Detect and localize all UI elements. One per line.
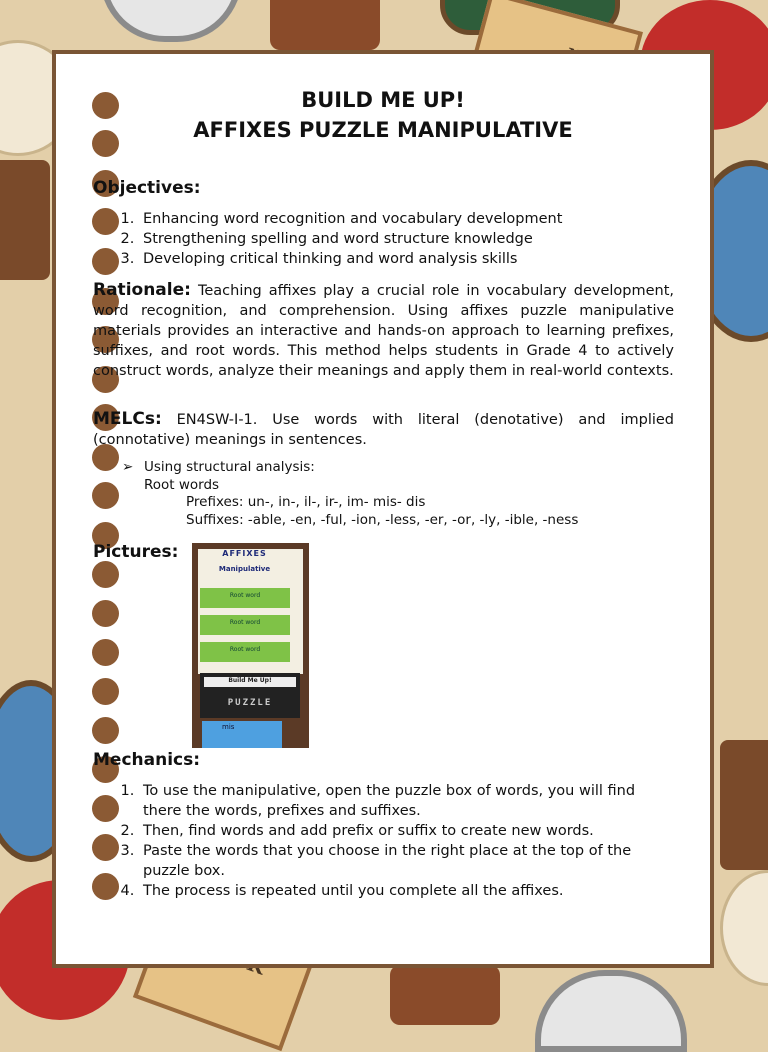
rationale-section xyxy=(93,280,674,381)
page-title: BUILD ME UP! xyxy=(301,88,465,112)
objective-item: 2. Strengthening spelling and word structure knowledge xyxy=(139,229,674,249)
melcs-section xyxy=(93,409,674,450)
photo-subheader: Manipulative xyxy=(218,565,271,573)
puzzle-box-label: Build Me Up! xyxy=(204,677,296,687)
mechanics-item: 1. To use the manipulative, open the puzzle box of words, you will find there the words, prefixes and suffixes. xyxy=(139,781,674,821)
page-subtitle: AFFIXES PUZZLE MANIPULATIVE xyxy=(193,118,573,142)
structural-label: Using structural analysis: xyxy=(144,459,315,475)
structural-analysis xyxy=(122,459,682,529)
suffixes-line: Suffixes: -able, -en, -ful, -ion, -less, -er, -or, -ly, -ible, -ness xyxy=(186,511,579,528)
objective-item: 1. Enhancing word recognition and vocabulary development xyxy=(139,209,674,229)
rationale-text: Teaching affixes play a crucial role in vocabulary development, word recognition, and comprehension. Using affixes puzzle manipulative materials provides an interactive and hands-on approach to learning prefixes, suffixes, and root words. This method helps students in Grade 4 to actively construct words, analyze their meanings and apply them in real-world contexts. xyxy=(93,283,675,379)
prefixes-line: Prefixes: un-, in-, il-, ir-, im- mis- dis xyxy=(186,494,426,510)
pictures-heading: Pictures: xyxy=(93,542,179,562)
photo-strip: Root word xyxy=(200,615,290,635)
pencil-cup-decoration xyxy=(270,0,380,50)
photo-header: AFFIXES xyxy=(222,549,267,558)
melcs-text: EN4SW-I-1. Use words with literal (denotative) and implied (connotative) meanings in sentences. xyxy=(93,412,675,448)
binder-hole xyxy=(92,482,119,509)
binder-hole xyxy=(92,600,119,627)
mechanics-list xyxy=(93,781,674,901)
clock-decoration xyxy=(100,0,242,42)
puzzle-box-text: PUZZLE xyxy=(227,698,273,708)
binder-hole xyxy=(92,639,119,666)
photo-strip: Root word xyxy=(200,588,290,608)
word-cards: mis xyxy=(202,721,282,748)
manipulative-photo xyxy=(192,543,309,748)
binder-hole xyxy=(92,717,119,744)
clock-decoration xyxy=(535,970,687,1052)
melcs-heading: MELCs: xyxy=(93,409,162,429)
objectives-list xyxy=(93,209,674,269)
objective-item: 3. Developing critical thinking and word analysis skills xyxy=(139,249,674,269)
binder-hole xyxy=(92,678,119,705)
mechanics-item: 3. Paste the words that you choose in the right place at the top of the puzzle box. xyxy=(139,841,674,881)
rationale-heading: Rationale: xyxy=(93,280,191,300)
arrowhead-bullet-icon: ➢ xyxy=(122,459,134,475)
photo-strip: Root word xyxy=(200,642,290,662)
mechanics-heading: Mechanics: xyxy=(93,750,201,770)
root-words-label: Root words xyxy=(144,476,220,493)
mechanics-item: 4. The process is repeated until you complete all the affixes. xyxy=(139,881,674,901)
books-stack-decoration xyxy=(720,740,768,870)
mechanics-item: 2. Then, find words and add prefix or suffix to create new words. xyxy=(139,821,674,841)
clock-decoration xyxy=(720,870,768,986)
binder-hole xyxy=(92,561,119,588)
objectives-heading: Objectives: xyxy=(93,178,201,198)
books-stack-decoration xyxy=(0,160,50,280)
pencil-cup-decoration xyxy=(390,965,500,1025)
